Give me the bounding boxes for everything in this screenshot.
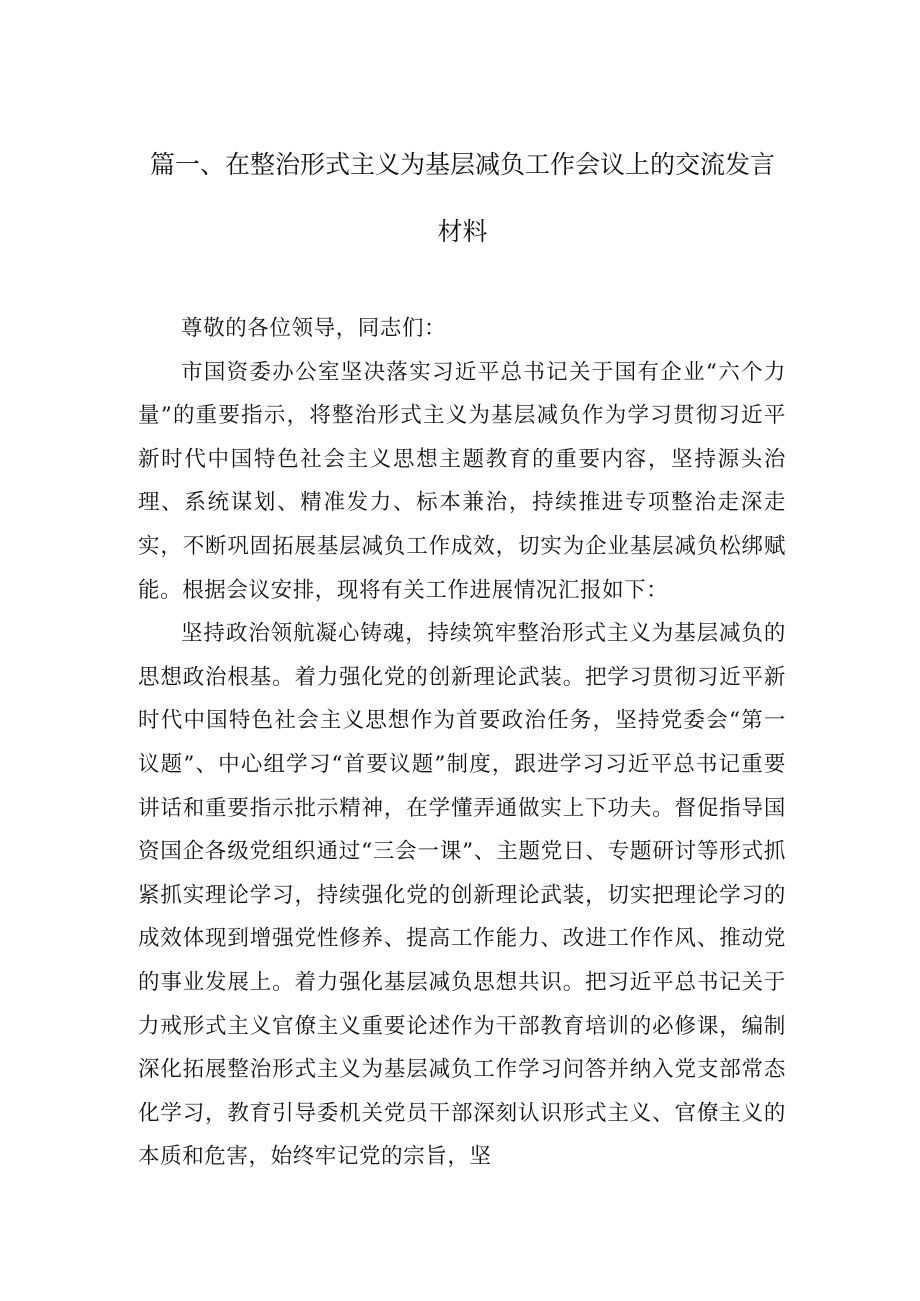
greeting: 尊敬的各位领导，同志们： bbox=[181, 316, 447, 341]
paragraph-1: 市国资委办公室坚决落实习近平总书记关于国有企业“六个力量”的重要指示，将整治形式主义为基层减负作为学习贯彻习近平新时代中国特色社会主义思想主题教育的重要内容，坚持源头治理、系统谋划、精准发力、标本兼治，持续推进专项整治走深走实，不断巩固拓展基层减负工作成效，切实为企业基层减负松绑赋能。根据会议安排，现将有关工作进展情况汇报如下： bbox=[138, 359, 786, 603]
document-title-line-2: 材料 bbox=[437, 217, 488, 246]
document-title-line-1: 篇一、在整治形式主义为基层减负工作会议上的交流发言 bbox=[149, 150, 775, 179]
document-body bbox=[138, 307, 786, 1179]
paragraph-2: 坚持政治领航凝心铸魂，持续筑牢整治形式主义为基层减负的思想政治根基。着力强化党的创新理论武装。把学习贯彻习近平新时代中国特色社会主义思想作为首要政治任务，坚持党委会“第一议题”、中心组学习“首要议题”制度，跟进学习习近平总书记重要讲话和重要指示批示精神，在学懂弄通做实上下功夫。督促指导国资国企各级党组织通过“三会一课”、主题党日、专题研讨等形式抓紧抓实理论学习，持续强化党的创新理论武装，切实把理论学习的成效体现到增强党性修养、提高工作能力、改进工作作风、推动党的事业发展上。着力强化基层减负思想共识。把习近平总书记关于力戒形式主义官僚主义重要论述作为干部教育培训的必修课，编制深化拓展整治形式主义为基层减负工作学习问答并纳入党支部常态化学习，教育引导委机关党员干部深刻认识形式主义、官僚主义的本质和危害，始终牢记党的宗旨，坚 bbox=[138, 621, 786, 1170]
